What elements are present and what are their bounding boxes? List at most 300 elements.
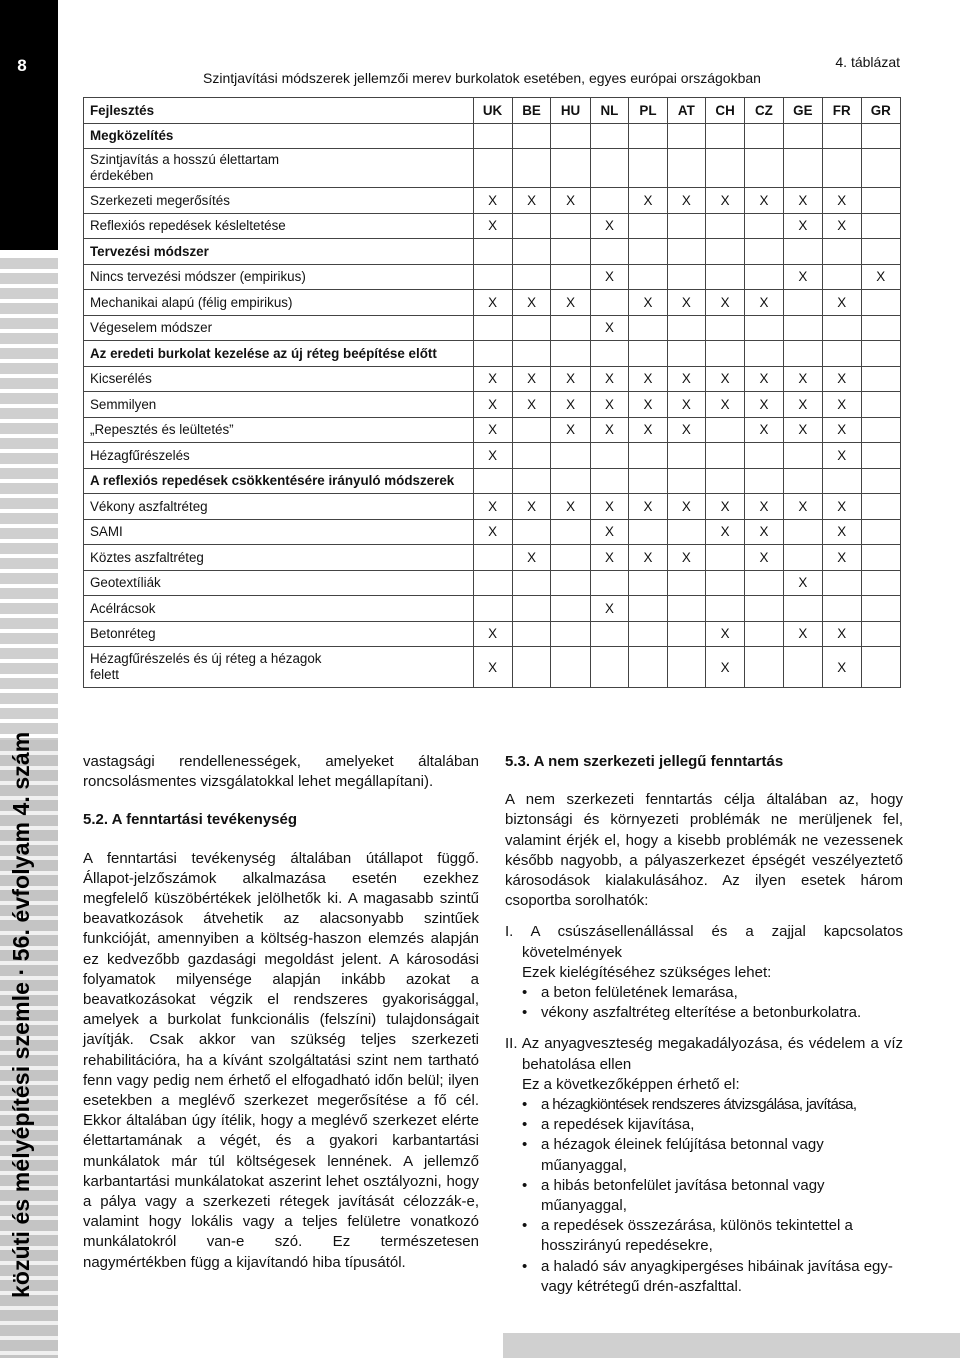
mark-cell — [706, 417, 745, 443]
mark-cell — [473, 596, 512, 622]
mark-cell — [512, 468, 551, 494]
table-row — [84, 519, 901, 545]
mark-cell — [512, 596, 551, 622]
mark-cell — [822, 239, 861, 265]
table-row — [84, 392, 901, 418]
mark-cell: X — [512, 366, 551, 392]
right-column — [505, 752, 903, 1297]
mark-cell: X — [783, 392, 822, 418]
mark-cell: X — [783, 366, 822, 392]
mark-cell: X — [473, 290, 512, 316]
mark-cell — [473, 570, 512, 596]
mark-cell — [706, 443, 745, 469]
footer-bar — [503, 1333, 960, 1358]
mark-cell — [861, 519, 900, 545]
group-2-list — [505, 1095, 903, 1297]
mark-cell — [706, 545, 745, 571]
mark-cell: X — [667, 545, 705, 571]
mark-cell: X — [473, 366, 512, 392]
mark-cell — [822, 149, 861, 188]
mark-cell: X — [822, 545, 861, 571]
mark-cell — [590, 123, 629, 149]
list-item: • vékony aszfaltréteg elterítése a betonburkolatra. — [505, 1003, 903, 1023]
mark-cell — [667, 239, 705, 265]
mark-cell: X — [590, 392, 629, 418]
mark-cell — [551, 341, 590, 367]
mark-cell: X — [783, 188, 822, 214]
mark-cell — [512, 570, 551, 596]
row-label: Szerkezeti megerősítés — [84, 188, 474, 214]
mark-cell — [590, 149, 629, 188]
mark-cell — [745, 621, 784, 647]
mark-cell — [551, 443, 590, 469]
mark-cell — [551, 545, 590, 571]
mark-cell: X — [667, 188, 705, 214]
mark-cell: X — [590, 494, 629, 520]
mark-cell: X — [473, 417, 512, 443]
country-header: AT — [667, 98, 705, 124]
table-row — [84, 290, 901, 316]
mark-cell: X — [590, 519, 629, 545]
mark-cell — [473, 123, 512, 149]
mark-cell — [861, 392, 900, 418]
page-number: 8 — [17, 56, 27, 75]
mark-cell — [706, 570, 745, 596]
mark-cell — [667, 213, 705, 239]
mark-cell: X — [706, 392, 745, 418]
mark-cell: X — [590, 545, 629, 571]
mark-cell: X — [745, 494, 784, 520]
mark-cell — [512, 417, 551, 443]
mark-cell — [667, 315, 705, 341]
mark-cell: X — [783, 213, 822, 239]
mark-cell: X — [706, 647, 745, 688]
mark-cell — [590, 443, 629, 469]
mark-cell — [861, 149, 900, 188]
table-caption: Szintjavítási módszerek jellemzői merev burkolatok esetében, egyes európai országokban — [203, 70, 761, 86]
mark-cell — [706, 468, 745, 494]
row-label: A reflexiós repedések csökkentésére irányuló módszerek — [84, 468, 474, 494]
methods-table — [83, 97, 901, 688]
mark-cell — [861, 570, 900, 596]
mark-cell — [551, 468, 590, 494]
list-item: • a repedések összezárása, különös tekintettel a hosszirányú repedésekre, — [505, 1216, 903, 1256]
mark-cell: X — [706, 519, 745, 545]
mark-cell — [783, 519, 822, 545]
mark-cell — [551, 647, 590, 688]
mark-cell — [551, 123, 590, 149]
mark-cell: X — [667, 392, 705, 418]
table-row — [84, 123, 901, 149]
table-row — [84, 647, 901, 688]
mark-cell — [822, 596, 861, 622]
group-1-title: I. A csúszásellenállással és a zajjal kapcsolatos követelmények — [505, 923, 903, 961]
mark-cell: X — [783, 570, 822, 596]
country-header: CZ — [745, 98, 784, 124]
mark-cell: X — [512, 188, 551, 214]
mark-cell — [706, 596, 745, 622]
country-header: FR — [822, 98, 861, 124]
mark-cell — [706, 315, 745, 341]
mark-cell — [745, 570, 784, 596]
country-header: HU — [551, 98, 590, 124]
mark-cell — [512, 519, 551, 545]
mark-cell — [783, 647, 822, 688]
mark-cell — [629, 123, 667, 149]
mark-cell: X — [590, 417, 629, 443]
mark-cell — [590, 570, 629, 596]
mark-cell: X — [745, 417, 784, 443]
mark-cell — [861, 341, 900, 367]
mark-cell: X — [551, 366, 590, 392]
mark-cell — [667, 341, 705, 367]
mark-cell: X — [822, 443, 861, 469]
mark-cell — [629, 239, 667, 265]
mark-cell — [783, 315, 822, 341]
mark-cell — [629, 596, 667, 622]
left-column — [83, 752, 479, 1273]
mark-cell — [551, 621, 590, 647]
mark-cell: X — [706, 366, 745, 392]
mark-cell — [551, 570, 590, 596]
mark-cell — [783, 596, 822, 622]
table-row — [84, 149, 901, 188]
list-item: • a beton felületének lemarása, — [505, 983, 903, 1003]
mark-cell — [822, 123, 861, 149]
table-row — [84, 468, 901, 494]
row-label: SAMI — [84, 519, 474, 545]
country-header: GR — [861, 98, 900, 124]
mark-cell — [512, 239, 551, 265]
mark-cell — [667, 596, 705, 622]
list-item: • a haladó sáv anyagkipergéses hibáinak javítása egy- vagy kétrétegű drén-aszfalttal. — [505, 1257, 903, 1297]
mark-cell — [667, 468, 705, 494]
row-label: Kicserélés — [84, 366, 474, 392]
row-label: Tervezési módszer — [84, 239, 474, 265]
mark-cell — [629, 341, 667, 367]
mark-cell — [861, 315, 900, 341]
mark-cell — [512, 123, 551, 149]
mark-cell — [861, 468, 900, 494]
mark-cell: X — [473, 494, 512, 520]
mark-cell — [473, 239, 512, 265]
mark-cell: X — [551, 417, 590, 443]
mark-cell — [745, 315, 784, 341]
mark-cell: X — [629, 188, 667, 214]
mark-cell: X — [512, 392, 551, 418]
mark-cell — [667, 647, 705, 688]
row-label: Reflexiós repedések késleltetése — [84, 213, 474, 239]
mark-cell — [745, 341, 784, 367]
mark-cell — [861, 596, 900, 622]
mark-cell — [551, 596, 590, 622]
row-label: Vékony aszfaltréteg — [84, 494, 474, 520]
list-item: • a repedések kijavítása, — [505, 1115, 903, 1135]
mark-cell — [629, 621, 667, 647]
mark-cell — [667, 264, 705, 290]
mark-cell: X — [629, 417, 667, 443]
country-header: UK — [473, 98, 512, 124]
country-header: NL — [590, 98, 629, 124]
mark-cell — [745, 468, 784, 494]
mark-cell — [861, 621, 900, 647]
table-label: 4. táblázat — [835, 54, 900, 70]
mark-cell — [551, 149, 590, 188]
mark-cell: X — [822, 290, 861, 316]
mark-cell: X — [706, 290, 745, 316]
mark-cell — [590, 239, 629, 265]
mark-cell: X — [473, 188, 512, 214]
mark-cell — [822, 315, 861, 341]
mark-cell — [861, 213, 900, 239]
mark-cell: X — [822, 417, 861, 443]
mark-cell — [822, 341, 861, 367]
mark-cell — [745, 596, 784, 622]
mark-cell — [745, 213, 784, 239]
mark-cell: X — [822, 366, 861, 392]
mark-cell: X — [551, 290, 590, 316]
mark-cell — [590, 647, 629, 688]
mark-cell — [512, 621, 551, 647]
mark-cell: X — [590, 366, 629, 392]
mark-cell: X — [629, 392, 667, 418]
mark-cell: X — [629, 545, 667, 571]
group-1-list — [505, 983, 903, 1023]
mark-cell — [783, 290, 822, 316]
mark-cell: X — [590, 596, 629, 622]
mark-cell — [512, 213, 551, 239]
mark-cell — [783, 123, 822, 149]
table-row — [84, 264, 901, 290]
mark-cell — [473, 545, 512, 571]
mark-cell — [861, 417, 900, 443]
mark-cell: X — [745, 519, 784, 545]
mark-cell — [629, 315, 667, 341]
mark-cell: X — [473, 519, 512, 545]
mark-cell — [629, 570, 667, 596]
mark-cell — [667, 621, 705, 647]
mark-cell: X — [512, 545, 551, 571]
country-header: GE — [783, 98, 822, 124]
left-intro-paragraph: vastagsági rendellenességek, amelyeket általában roncsolásmentes vizsgálatokkal lehet megállapítani). — [83, 753, 479, 791]
mark-cell — [783, 149, 822, 188]
mark-cell: X — [783, 264, 822, 290]
country-header: BE — [512, 98, 551, 124]
list-item: • a hézagok éleinek felújítása betonnal vagy műanyaggal, — [505, 1135, 903, 1175]
list-item: • a hibás betonfelület javítása betonnal vagy műanyaggal, — [505, 1176, 903, 1216]
mark-cell: X — [745, 366, 784, 392]
mark-cell: X — [667, 494, 705, 520]
mark-cell: X — [706, 621, 745, 647]
mark-cell — [590, 188, 629, 214]
row-label: Megközelítés — [84, 123, 474, 149]
mark-cell — [590, 621, 629, 647]
mark-cell: X — [745, 392, 784, 418]
row-label: Szintjavítás a hosszú élettartam érdekében — [84, 149, 474, 188]
mark-cell — [512, 341, 551, 367]
row-label: Végeselem módszer — [84, 315, 474, 341]
table-row — [84, 570, 901, 596]
mark-cell — [473, 315, 512, 341]
right-intro-paragraph: A nem szerkezeti fenntartás célja általában az, hogy biztonsági és környezeti problémák ne merüljenek fel, valamint érjék el, hogy a kisebb problémák ne vezessenek később nagyobb, a pályaszerkezet épségét veszélyeztető károsodások kialakulásához. Az ilyen esetek három csoportba sorolhatók: — [505, 791, 903, 910]
mark-cell — [629, 468, 667, 494]
mark-cell: X — [473, 213, 512, 239]
mark-cell — [667, 519, 705, 545]
mark-cell — [745, 264, 784, 290]
mark-cell — [745, 647, 784, 688]
group-1-lead: Ezek kielégítéséhez szükséges lehet: — [522, 963, 772, 981]
row-label: Az eredeti burkolat kezelése az új réteg beépítése előtt — [84, 341, 474, 367]
left-body-paragraph: A fenntartási tevékenység általában útállapot függő. Állapot-jelzőszámok alkalmazása esetén ezekhez megfelelő küszöbértékek jelölhetők ki. A magasabb szintű beavatkozások átvehetik az alacsonyabb szintűek funkcióját, amennyiben a költség-haszon elemzés alapján ez kedvezőbb gazdasági megoldást jelent. A károsodási folyamatok milyensége alapján inkább azokat a beavatkozásokat végzik el rendszeres gyakorisággal, amelyek a burkolat funkcionális (felszíni) tulajdonságait javítják. Csak akkor van szükség teljes szerkezeti rehabilitációra, ha a kívánt szolgáltatási szint nem tartható fenn vagy pedig nem érhető el elfogadható időn belül; ilyen esetekben a meglévő szerkezet megerősítése a fő cél. Ekkor általában úgy ítélik, hogy a meglévő szerkezet elérte élettartamának a végét, és a gyakori karbantartási munkálatok már túl költségesek lennének. A jellemző karbantartási munkálatokat aszerint lehet osztályozni, hogy a pálya vagy a szerkezeti rétegek javítását célozzák-e, valamint hogy lokális vagy a teljes felületre vonatkozó munkálatokról van-e szó. Ez természetesen nagymértékben függ a kijavítandó hiba típusától. — [83, 849, 479, 1271]
table-row — [84, 417, 901, 443]
mark-cell: X — [473, 647, 512, 688]
mark-cell: X — [512, 290, 551, 316]
mark-cell — [861, 290, 900, 316]
mark-cell — [783, 468, 822, 494]
mark-cell — [861, 545, 900, 571]
row-label: Hézagfűrészelés és új réteg a hézagok felett — [84, 647, 474, 688]
mark-cell — [822, 264, 861, 290]
mark-cell — [512, 149, 551, 188]
row-label: Mechanikai alapú (félig empirikus) — [84, 290, 474, 316]
mark-cell — [861, 647, 900, 688]
table-row — [84, 545, 901, 571]
mark-cell: X — [706, 188, 745, 214]
country-header: CH — [706, 98, 745, 124]
table-row — [84, 341, 901, 367]
mark-cell — [512, 443, 551, 469]
mark-cell: X — [590, 264, 629, 290]
section-heading-5-2: 5.2. A fenntartási tevékenység — [83, 811, 297, 829]
mark-cell: X — [745, 290, 784, 316]
table-row — [84, 239, 901, 265]
mark-cell: X — [745, 188, 784, 214]
mark-cell: X — [783, 417, 822, 443]
mark-cell: X — [822, 188, 861, 214]
table-row — [84, 188, 901, 214]
mark-cell — [861, 188, 900, 214]
group-2-title: II. Az anyagveszteség megakadályozása, és védelem a víz behatolása ellen — [505, 1035, 903, 1073]
mark-cell: X — [822, 519, 861, 545]
mark-cell — [745, 123, 784, 149]
mark-cell: X — [667, 290, 705, 316]
mark-cell: X — [629, 290, 667, 316]
mark-cell — [706, 123, 745, 149]
mark-cell — [783, 341, 822, 367]
mark-cell — [590, 341, 629, 367]
mark-cell: X — [590, 213, 629, 239]
mark-cell — [861, 123, 900, 149]
mark-cell — [861, 494, 900, 520]
mark-cell — [822, 468, 861, 494]
mark-cell — [551, 519, 590, 545]
mark-cell — [706, 264, 745, 290]
mark-cell: X — [473, 443, 512, 469]
mark-cell — [706, 341, 745, 367]
mark-cell — [745, 443, 784, 469]
mark-cell: X — [551, 188, 590, 214]
mark-cell: X — [822, 392, 861, 418]
mark-cell: X — [822, 213, 861, 239]
mark-cell — [551, 213, 590, 239]
mark-cell: X — [822, 494, 861, 520]
table-corner-header: Fejlesztés — [84, 98, 474, 124]
mark-cell — [590, 290, 629, 316]
mark-cell — [473, 264, 512, 290]
mark-cell — [551, 239, 590, 265]
mark-cell — [861, 443, 900, 469]
mark-cell: X — [667, 417, 705, 443]
mark-cell: X — [822, 647, 861, 688]
mark-cell: X — [783, 621, 822, 647]
mark-cell — [783, 443, 822, 469]
table-row — [84, 443, 901, 469]
mark-cell — [473, 341, 512, 367]
mark-cell — [629, 519, 667, 545]
mark-cell — [745, 239, 784, 265]
table-row — [84, 596, 901, 622]
mark-cell: X — [822, 621, 861, 647]
mark-cell — [706, 149, 745, 188]
mark-cell — [667, 443, 705, 469]
mark-cell: X — [473, 621, 512, 647]
row-label: „Repesztés és leültetés” — [84, 417, 474, 443]
mark-cell — [590, 468, 629, 494]
mark-cell: X — [706, 494, 745, 520]
mark-cell: X — [551, 392, 590, 418]
mark-cell — [667, 123, 705, 149]
mark-cell — [783, 545, 822, 571]
table-header-row — [84, 98, 901, 124]
mark-cell — [512, 315, 551, 341]
mark-cell: X — [551, 494, 590, 520]
mark-cell: X — [861, 264, 900, 290]
row-label: Betonréteg — [84, 621, 474, 647]
row-label: Nincs tervezési módszer (empirikus) — [84, 264, 474, 290]
mark-cell — [629, 443, 667, 469]
mark-cell — [551, 264, 590, 290]
mark-cell — [861, 366, 900, 392]
mark-cell: X — [667, 366, 705, 392]
mark-cell: X — [512, 494, 551, 520]
mark-cell — [629, 647, 667, 688]
page-tab — [0, 0, 58, 250]
mark-cell: X — [783, 494, 822, 520]
country-header: PL — [629, 98, 667, 124]
mark-cell: X — [629, 366, 667, 392]
row-label: Hézagfűrészelés — [84, 443, 474, 469]
mark-cell — [551, 315, 590, 341]
section-heading-5-3: 5.3. A nem szerkezeti jellegű fenntartás — [505, 753, 784, 770]
mark-cell — [629, 264, 667, 290]
mark-cell — [667, 570, 705, 596]
mark-cell — [629, 149, 667, 188]
journal-title-vertical: közúti és mélyépítési szemle · 56. évfolyam 4. szám — [8, 731, 34, 1298]
row-label: Semmilyen — [84, 392, 474, 418]
row-label: Geotextíliák — [84, 570, 474, 596]
mark-cell — [512, 264, 551, 290]
row-label: Köztes aszfaltréteg — [84, 545, 474, 571]
row-label: Acélrácsok — [84, 596, 474, 622]
mark-cell — [783, 239, 822, 265]
group-2-lead: Ez a következőképpen érhető el: — [522, 1075, 740, 1093]
mark-cell: X — [629, 494, 667, 520]
mark-cell — [706, 213, 745, 239]
mark-cell — [473, 149, 512, 188]
table-row — [84, 213, 901, 239]
mark-cell — [512, 647, 551, 688]
mark-cell: X — [745, 545, 784, 571]
